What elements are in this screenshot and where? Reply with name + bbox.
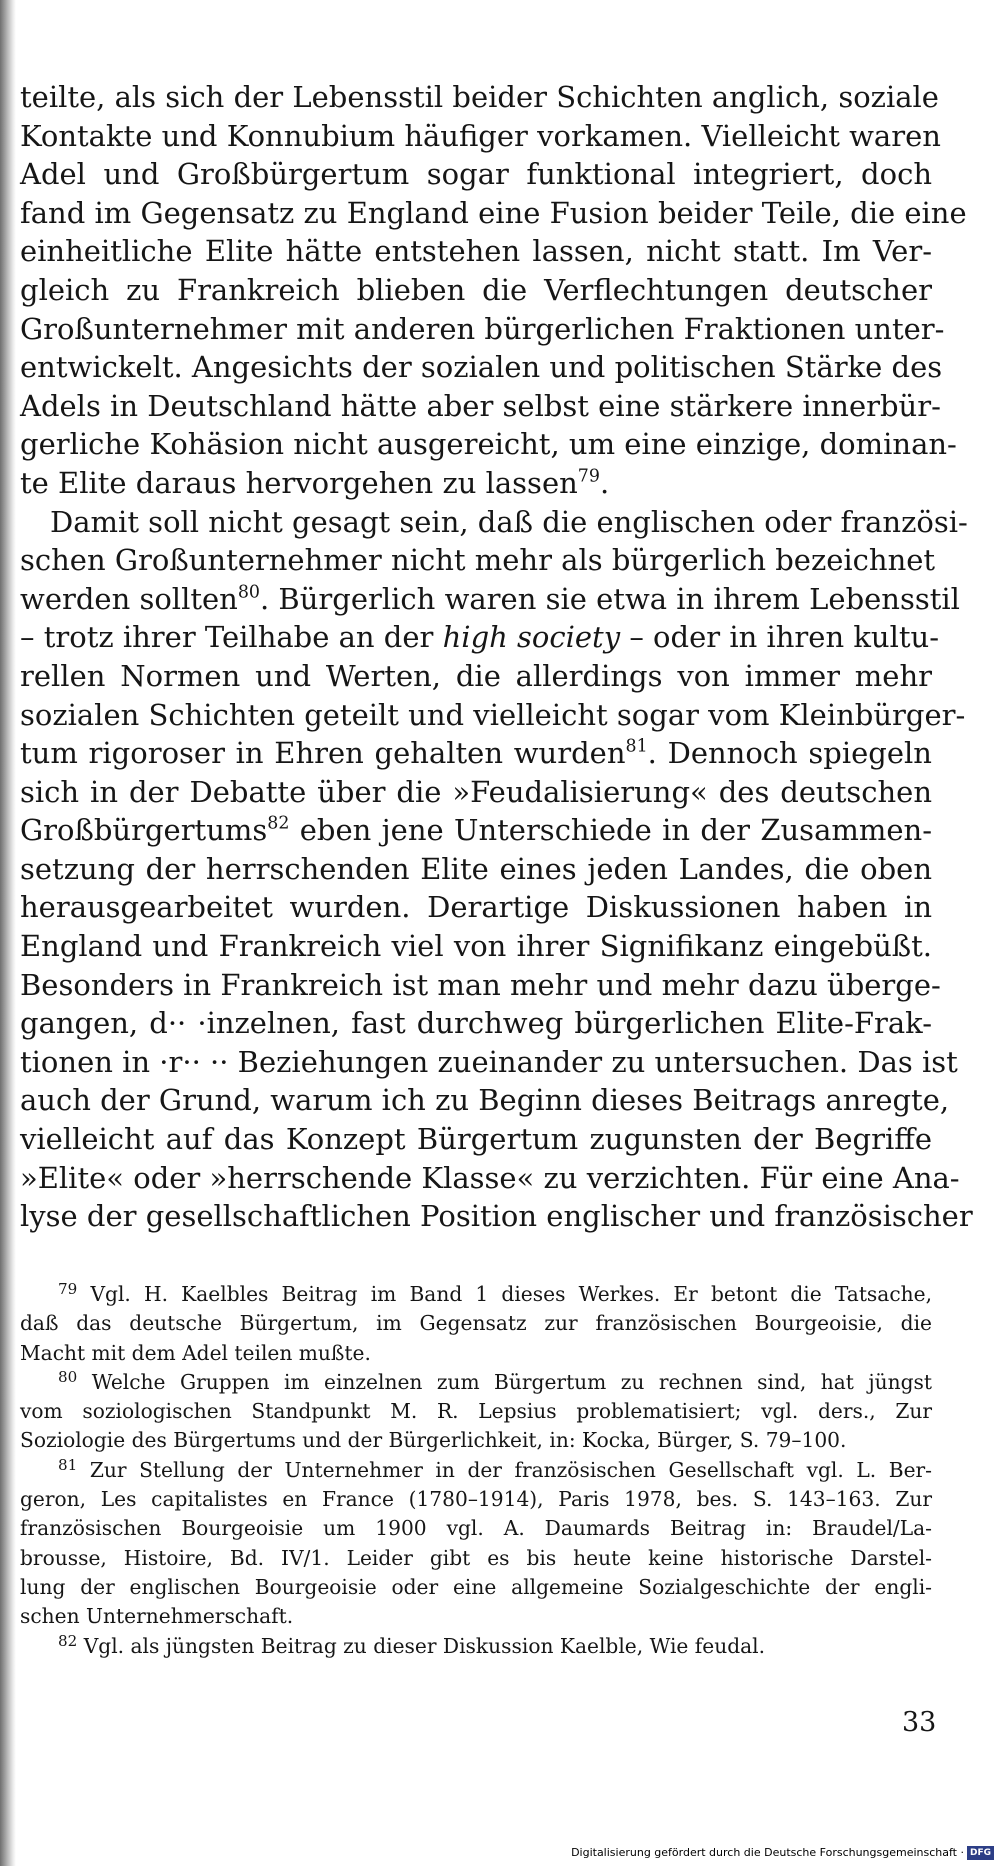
line-text: gerliche Kohäsion nicht ausgereicht, um eine einzige, dominan- — [20, 427, 957, 462]
footnote-text: daß das deutsche Bürgertum, im Gegensatz zur französischen Bourgeoisie, die — [20, 1311, 932, 1336]
line-text: lyse der gesellschaftlichen Position englischer und französischer — [20, 1199, 973, 1234]
body-line — [20, 1081, 950, 1120]
body-text — [20, 78, 973, 1236]
line-text: Adel und Großbürgertum sogar funktional integriert, doch — [20, 157, 932, 192]
line-text: gangen, d·· ·inzelnen, fast durchweg bürgerlichen Elite-Frak- — [20, 1006, 932, 1041]
footnote-ref: 81 — [625, 736, 648, 757]
body-line — [20, 1159, 960, 1198]
body-line — [20, 425, 957, 464]
body-line — [20, 310, 945, 349]
line-text: teilte, als sich der Lebensstil beider Schichten anglich, soziale — [20, 80, 939, 114]
body-line — [20, 1004, 932, 1043]
dfg-logo: DFG — [967, 1846, 994, 1860]
footnote-line — [20, 1514, 932, 1543]
line-text-after: eben jene Unterschiede in der Zusammen- — [289, 813, 932, 848]
line-text: Großunternehmer mit anderen bürgerlichen Fraktionen unter- — [20, 311, 945, 346]
line-text: Damit soll nicht gesagt sein, daß die englischen oder französi- — [50, 504, 968, 539]
body-line — [20, 232, 932, 271]
footnote-line — [20, 1456, 932, 1485]
footnote-line — [20, 1426, 932, 1455]
line-text: sich in der Debatte über die »Feudalisierung« des deutschen — [20, 774, 932, 809]
footnote-line — [20, 1544, 932, 1573]
footnote-text: geron, Les capitalistes en France (1780–1914), Paris 1978, bes. S. 143–163. Zur — [20, 1487, 932, 1512]
body-line — [20, 773, 932, 812]
footnote-text: Vgl. als jüngsten Beitrag zu dieser Diskussion Kaelble, Wie feudal. — [83, 1633, 766, 1658]
footnote-text: Soziologie des Bürgertums und der Bürgerlichkeit, in: Kocka, Bürger, S. 79–100. — [20, 1428, 847, 1453]
line-text: Kontakte und Konnubium häufiger vorkamen. Vielleicht waren — [20, 118, 941, 153]
body-line — [20, 966, 941, 1005]
line-text-after: . — [599, 465, 610, 500]
line-text: »Elite« oder »herrschende Klasse« zu verzichten. Für eine Ana- — [20, 1160, 960, 1195]
footnote-81 — [20, 1456, 932, 1632]
line-text: rellen Normen und Werten, die allerdings von immer mehr — [20, 658, 932, 693]
footnote-number: 82 — [58, 1631, 78, 1650]
body-line — [20, 117, 941, 156]
footnote-text: Vgl. H. Kaelbles Beitrag im Band 1 dieses Werkes. Er betont die Tatsache, — [90, 1282, 932, 1306]
credit-text: Digitalisierung gefördert durch die Deutsche Forschungsgemeinschaft · — [571, 1846, 964, 1859]
emphasized-text: high society — [442, 620, 621, 655]
line-text: – trotz ihrer Teilhabe an der — [20, 620, 443, 655]
footnote-line — [20, 1485, 932, 1514]
body-line — [20, 696, 966, 735]
line-text: werden sollten — [20, 581, 238, 616]
body-line — [20, 850, 932, 889]
body-line — [20, 1043, 958, 1082]
body-line — [20, 811, 932, 850]
footnote-text: brousse, Histoire, Bd. IV/1. Leider gibt es bis heute keine historische Darstel- — [20, 1545, 932, 1570]
body-line — [20, 387, 941, 426]
footnote-text: französischen Bourgeoisie um 1900 vgl. A. Daumards Beitrag in: Braudel/La- — [20, 1516, 932, 1541]
line-text: Adels in Deutschland hätte aber selbst eine stärkere innerbür- — [20, 388, 941, 423]
body-line — [20, 927, 932, 966]
line-text: setzung der herrschenden Elite eines jeden Landes, die oben — [20, 851, 932, 886]
footnote-line — [20, 1602, 932, 1631]
line-text: vielleicht auf das Konzept Bürgertum zugunsten der Begriffe — [20, 1122, 932, 1157]
body-line — [20, 888, 932, 927]
footnote-82 — [20, 1632, 932, 1661]
body-line — [20, 348, 943, 387]
body-line — [20, 734, 932, 773]
footnote-text: schen Unternehmerschaft. — [20, 1604, 294, 1629]
footnote-number: 81 — [58, 1455, 78, 1474]
footnote-ref: 82 — [267, 813, 290, 834]
footnote-line — [20, 1573, 932, 1602]
line-text: einheitliche Elite hätte entstehen lassen, nicht statt. Im Ver- — [20, 234, 932, 269]
line-text: Großbürgertums — [20, 813, 268, 848]
footnote-text: Zur Stellung der Unternehmer in der französischen Gesellschaft vgl. L. Ber- — [89, 1457, 932, 1482]
footnote-line — [20, 1309, 932, 1338]
body-line — [20, 271, 932, 310]
footnote-ref: 80 — [237, 582, 260, 603]
line-text: fand im Gegensatz zu England eine Fusion beider Teile, die eine — [20, 195, 967, 230]
line-text: auch der Grund, warum ich zu Beginn dieses Beitrags anregte, — [20, 1083, 950, 1118]
body-line — [20, 541, 936, 580]
footnote-80 — [20, 1368, 932, 1456]
body-line — [20, 580, 960, 619]
footnote-line — [20, 1368, 932, 1397]
footnote-number: 79 — [58, 1280, 78, 1299]
line-text-after: – oder in ihren kultu- — [620, 620, 940, 655]
digitization-credit — [571, 1845, 994, 1861]
body-line — [20, 657, 932, 696]
line-text: te Elite daraus hervorgehen zu lassen — [20, 465, 578, 500]
body-line — [20, 464, 932, 503]
footnote-line — [20, 1339, 932, 1368]
footnote-79 — [20, 1280, 932, 1368]
footnote-text: Welche Gruppen im einzelnen zum Bürgertum zu rechnen sind, hat jüngst — [91, 1369, 933, 1394]
footnote-line — [20, 1397, 932, 1426]
footnotes — [20, 1280, 932, 1661]
body-line — [20, 155, 932, 194]
body-line — [20, 618, 940, 657]
page-number: 33 — [902, 1707, 937, 1738]
line-text-after: . Bürgerlich waren sie etwa in ihrem Lebensstil — [260, 581, 960, 616]
line-text: sozialen Schichten geteilt und vielleicht sogar vom Kleinbürger- — [20, 697, 966, 732]
line-text-after: . Dennoch spiegeln — [647, 736, 932, 771]
line-text: entwickelt. Angesichts der sozialen und politischen Stärke des — [20, 350, 943, 385]
line-text: tum rigoroser in Ehren gehalten wurden — [20, 736, 626, 771]
body-line — [20, 503, 968, 542]
footnote-line — [20, 1632, 932, 1661]
body-line — [20, 1120, 932, 1159]
line-text: gleich zu Frankreich blieben die Verflechtungen deutscher — [20, 272, 932, 307]
body-line — [20, 78, 939, 117]
footnote-text: Macht mit dem Adel teilen mußte. — [20, 1340, 371, 1365]
footnote-line — [20, 1280, 932, 1309]
footnote-number: 80 — [58, 1368, 78, 1387]
line-text: tionen in ·r·· ·· Beziehungen zueinander zu untersuchen. Das ist — [20, 1044, 958, 1079]
scan-binding-shadow — [0, 0, 16, 1866]
line-text: Besonders in Frankreich ist man mehr und mehr dazu überge- — [20, 967, 941, 1002]
body-line — [20, 194, 967, 233]
line-text: schen Großunternehmer nicht mehr als bürgerlich bezeichnet — [20, 543, 936, 578]
line-text: herausgearbeitet wurden. Derartige Diskussionen haben in — [20, 890, 932, 925]
footnote-text: vom soziologischen Standpunkt M. R. Lepsius problematisiert; vgl. ders., Zur — [20, 1399, 932, 1424]
footnote-text: lung der englischen Bourgeoisie oder eine allgemeine Sozialgeschichte der engli- — [20, 1574, 932, 1599]
body-line — [20, 1197, 973, 1236]
line-text: England und Frankreich viel von ihrer Signifikanz eingebüßt. — [20, 929, 932, 964]
footnote-ref: 79 — [577, 466, 600, 487]
